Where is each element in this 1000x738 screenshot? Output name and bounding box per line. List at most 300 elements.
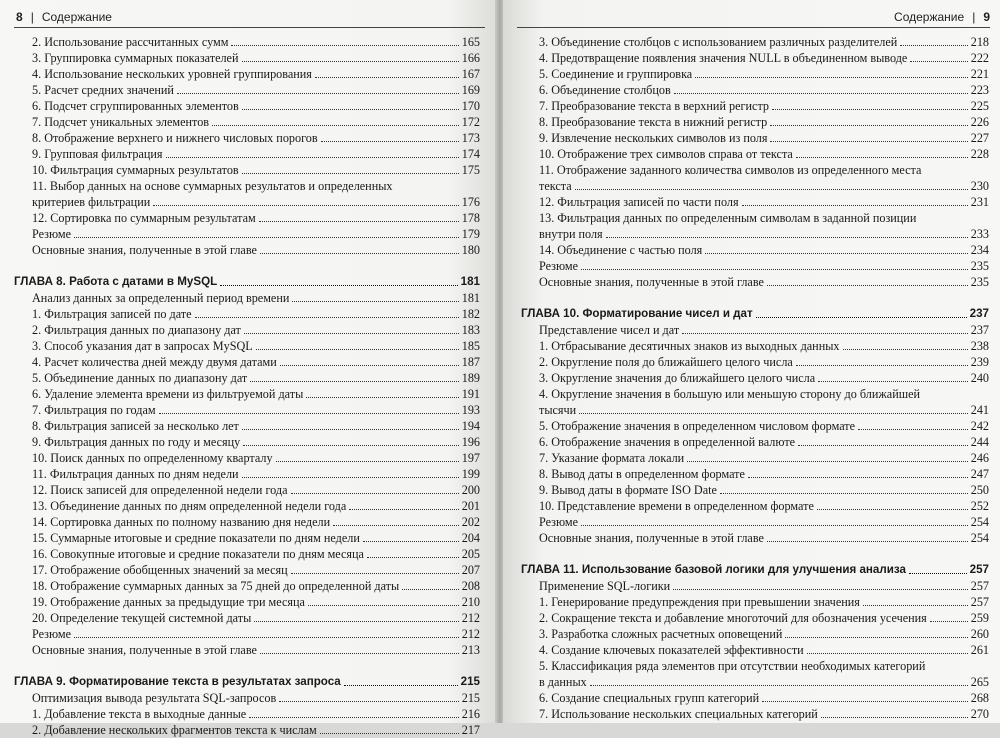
dot-leader <box>220 285 457 286</box>
dot-leader <box>195 317 459 318</box>
toc-page-number: 173 <box>461 131 480 145</box>
spacer <box>32 658 480 674</box>
toc-entry-text: 4. Предотвращение появления значения NULL в объединенном выводе <box>539 51 908 65</box>
toc-page-number: 178 <box>461 211 480 225</box>
dot-leader <box>291 573 459 574</box>
dot-leader <box>796 365 968 366</box>
toc-entry-text: Основные знания, полученные в этой главе <box>32 243 257 257</box>
toc-entry <box>32 402 480 418</box>
dot-leader <box>244 333 459 334</box>
toc-entry <box>32 386 480 402</box>
toc-entry <box>539 242 989 258</box>
dot-leader <box>720 493 968 494</box>
toc-entry <box>32 418 480 434</box>
header-rule <box>517 27 990 28</box>
toc-entry <box>539 258 989 274</box>
toc-entry-text: 4. Расчет количества дней между двумя датами <box>32 355 277 369</box>
dot-leader <box>276 461 459 462</box>
toc-entry-text: внутри поля <box>539 227 603 241</box>
toc-entry <box>539 594 989 610</box>
toc-page-number: 204 <box>461 531 480 545</box>
toc-page-number: 268 <box>970 691 989 705</box>
toc-entry <box>32 194 480 210</box>
toc-entry <box>32 338 480 354</box>
dot-leader <box>785 637 967 638</box>
dot-leader <box>581 269 968 270</box>
dot-leader <box>767 285 968 286</box>
toc-entry <box>539 146 989 162</box>
page-header <box>894 10 990 24</box>
toc-entry <box>539 322 989 338</box>
toc-entry-text: тысячи <box>539 403 577 417</box>
dot-leader <box>900 45 967 46</box>
dot-leader <box>159 413 459 414</box>
spacer <box>539 290 989 306</box>
toc-entry-text: 6. Отображение значения в определенной валюте <box>539 435 796 449</box>
toc-entry <box>32 626 480 642</box>
toc-entry <box>32 514 480 530</box>
toc-entry-text: 2. Использование рассчитанных сумм <box>32 35 229 49</box>
toc-entry-text: 7. Преобразование текста в верхний регистр <box>539 99 770 113</box>
header-rule <box>14 27 485 28</box>
toc-page-number: 234 <box>970 243 989 257</box>
toc-entry <box>32 722 480 738</box>
page-header <box>16 10 112 24</box>
toc-page-number: 242 <box>970 419 989 433</box>
toc-entry-text: 5. Соединение и группировка <box>539 67 693 81</box>
toc-entry <box>539 434 989 450</box>
toc-entry-text: 7. Использование нескольких специальных категорий <box>539 707 818 721</box>
toc-page-number: 200 <box>461 483 480 497</box>
toc-entry-text: Основные знания, полученные в этой главе <box>539 275 764 289</box>
toc-page-number: 202 <box>461 515 480 529</box>
dot-leader <box>166 157 459 158</box>
toc-entry <box>539 402 989 418</box>
chapter-title: ГЛАВА 11. Использование базовой логики для улучшения анализа <box>521 563 906 576</box>
toc-page-number: 196 <box>461 435 480 449</box>
toc-entry-text: 7. Подсчет уникальных элементов <box>32 115 210 129</box>
dot-leader <box>256 349 459 350</box>
toc-entry <box>539 706 989 722</box>
dot-leader <box>344 685 458 686</box>
toc-entry-text: 14. Объединение с частью поля <box>539 243 703 257</box>
chapter-heading <box>14 674 480 690</box>
toc-entry-text: 10. Фильтрация суммарных результатов <box>32 163 239 177</box>
chapter-title: ГЛАВА 10. Форматирование чисел и дат <box>521 307 753 320</box>
toc-page-number: 194 <box>461 419 480 433</box>
toc-page-number: 176 <box>461 195 480 209</box>
toc-entry <box>539 642 989 658</box>
toc-page-number: 270 <box>970 707 989 721</box>
dot-leader <box>349 509 458 510</box>
toc-page-number: 247 <box>970 467 989 481</box>
toc-entry <box>32 242 480 258</box>
toc-entry <box>539 514 989 530</box>
dot-leader <box>909 573 967 574</box>
toc-entry <box>539 578 989 594</box>
toc-entry <box>539 226 989 242</box>
dot-leader <box>242 173 459 174</box>
toc-entry <box>32 450 480 466</box>
toc-entry <box>539 194 989 210</box>
dot-leader <box>817 509 968 510</box>
page-number: 8 <box>16 10 23 24</box>
chapter-heading <box>521 306 989 322</box>
toc-page-number: 210 <box>461 595 480 609</box>
dot-leader <box>581 525 968 526</box>
header-separator: | <box>30 10 34 24</box>
toc-entry-text: Оптимизация вывода результата SQL-запросов <box>32 691 277 705</box>
toc-entry-text: 4. Округление значения в большую или меньшую сторону до ближайшей <box>539 387 921 401</box>
toc-entry <box>539 610 989 626</box>
toc-page-number: 223 <box>970 83 989 97</box>
dot-leader <box>798 445 968 446</box>
toc-entry-text: 10. Отображение трех символов справа от текста <box>539 147 793 161</box>
toc-entry-text: 13. Объединение данных по дням определенной недели года <box>32 499 347 513</box>
dot-leader <box>821 717 968 718</box>
chapter-title: ГЛАВА 8. Работа с датами в MySQL <box>14 275 218 288</box>
toc-entry-text: Резюме <box>539 515 579 529</box>
toc-entry <box>32 690 480 706</box>
header-separator: | <box>972 10 976 24</box>
toc-entry <box>539 66 989 82</box>
toc-page-number: 231 <box>970 195 989 209</box>
toc-page-number: 175 <box>461 163 480 177</box>
table-of-contents <box>521 34 989 722</box>
dot-leader <box>579 413 968 414</box>
dot-leader <box>818 381 968 382</box>
toc-entry <box>32 114 480 130</box>
toc-entry-text: 8. Преобразование текста в нижний регистр <box>539 115 768 129</box>
toc-page-number: 221 <box>970 67 989 81</box>
toc-entry-text: 2. Округление поля до ближайшего целого числа <box>539 355 793 369</box>
dot-leader <box>767 541 968 542</box>
toc-entry-text: 17. Отображение обобщенных значений за месяц <box>32 563 288 577</box>
toc-page-number: 199 <box>461 467 480 481</box>
toc-entry-text: 2. Фильтрация данных по диапазону дат <box>32 323 241 337</box>
dot-leader <box>280 365 459 366</box>
toc-page-number: 240 <box>970 371 989 385</box>
dot-leader <box>308 605 459 606</box>
toc-entry-text: 4. Использование нескольких уровней группирования <box>32 67 312 81</box>
dot-leader <box>590 685 968 686</box>
toc-entry <box>32 290 480 306</box>
dot-leader <box>292 301 458 302</box>
toc-entry <box>32 162 480 178</box>
toc-entry-text: 8. Фильтрация записей за несколько лет <box>32 419 239 433</box>
toc-page-number: 238 <box>970 339 989 353</box>
toc-entry-text: 6. Объединение столбцов <box>539 83 671 97</box>
toc-page-number: 183 <box>461 323 480 337</box>
toc-entry <box>32 146 480 162</box>
toc-entry-text: 16. Совокупные итоговые и средние показатели по дням месяца <box>32 547 364 561</box>
toc-entry-text: 3. Объединение столбцов с использованием различных разделителей <box>539 35 898 49</box>
toc-page-number: 215 <box>460 675 480 688</box>
toc-entry <box>32 706 480 722</box>
toc-page-number: 216 <box>461 707 480 721</box>
toc-entry-text: 1. Отбрасывание десятичных знаков из выходных данных <box>539 339 840 353</box>
toc-entry <box>32 578 480 594</box>
dot-leader <box>74 637 459 638</box>
toc-entry <box>539 34 989 50</box>
left-page <box>0 0 497 737</box>
toc-entry <box>32 482 480 498</box>
dot-leader <box>249 717 458 718</box>
toc-page-number: 260 <box>970 627 989 641</box>
dot-leader <box>682 333 968 334</box>
toc-entry-text: 12. Фильтрация записей по части поля <box>539 195 739 209</box>
toc-entry <box>32 34 480 50</box>
toc-page-number: 257 <box>970 579 989 593</box>
dot-leader <box>748 477 968 478</box>
toc-page-number: 179 <box>461 227 480 241</box>
page-number: 9 <box>983 10 990 24</box>
dot-leader <box>402 589 459 590</box>
toc-page-number: 182 <box>461 307 480 321</box>
toc-entry-text: 12. Поиск записей для определенной недели года <box>32 483 288 497</box>
dot-leader <box>770 141 967 142</box>
toc-entry-text: 19. Отображение данных за предыдущие три месяца <box>32 595 305 609</box>
toc-entry <box>539 690 989 706</box>
toc-entry-text: Основные знания, полученные в этой главе <box>539 531 764 545</box>
toc-entry-text: 8. Отображение верхнего и нижнего числовых порогов <box>32 131 318 145</box>
dot-leader <box>254 621 458 622</box>
toc-page-number: 189 <box>461 371 480 385</box>
dot-leader <box>242 109 459 110</box>
running-title: Содержание <box>41 10 112 24</box>
toc-entry <box>539 82 989 98</box>
dot-leader <box>333 525 459 526</box>
toc-page-number: 227 <box>970 131 989 145</box>
toc-entry-text: 9. Фильтрация данных по году и месяцу <box>32 435 241 449</box>
toc-entry-text: 6. Удаление элемента времени из фильтруемой даты <box>32 387 304 401</box>
toc-page-number: 181 <box>461 291 480 305</box>
toc-page-number: 225 <box>970 99 989 113</box>
dot-leader <box>687 461 968 462</box>
spacer <box>32 258 480 274</box>
toc-entry-text: текста <box>539 179 572 193</box>
dot-leader <box>321 141 459 142</box>
toc-entry <box>539 50 989 66</box>
toc-entry <box>539 338 989 354</box>
toc-entry <box>539 370 989 386</box>
toc-page-number: 222 <box>970 51 989 65</box>
toc-entry <box>32 66 480 82</box>
toc-entry-text: 9. Вывод даты в формате ISO Date <box>539 483 717 497</box>
toc-entry-text: Представление чисел и дат <box>539 323 680 337</box>
toc-page-number: 166 <box>461 51 480 65</box>
dot-leader <box>807 653 968 654</box>
toc-entry-text: 3. Округление значения до ближайшего целого числа <box>539 371 816 385</box>
toc-page-number: 193 <box>461 403 480 417</box>
toc-page-number: 235 <box>970 275 989 289</box>
toc-entry <box>32 530 480 546</box>
toc-page-number: 212 <box>461 627 480 641</box>
toc-entry <box>539 354 989 370</box>
dot-leader <box>315 77 459 78</box>
dot-leader <box>363 541 459 542</box>
toc-page-number: 237 <box>970 323 989 337</box>
toc-entry-text: 10. Представление времени в определенном формате <box>539 499 814 513</box>
toc-entry-text: 6. Подсчет сгруппированных элементов <box>32 99 239 113</box>
toc-entry-text: 5. Объединение данных по диапазону дат <box>32 371 248 385</box>
toc-page-number: 174 <box>461 147 480 161</box>
toc-page-number: 254 <box>970 531 989 545</box>
dot-leader <box>153 205 458 206</box>
toc-entry-text: 7. Фильтрация по годам <box>32 403 156 417</box>
dot-leader <box>770 125 968 126</box>
toc-page-number: 254 <box>970 515 989 529</box>
toc-entry <box>32 370 480 386</box>
toc-entry <box>32 466 480 482</box>
dot-leader <box>858 429 968 430</box>
toc-page-number: 246 <box>970 451 989 465</box>
toc-entry-text: 5. Отображение значения в определенном числовом формате <box>539 419 856 433</box>
toc-entry-text: 13. Фильтрация данных по определенным символам в заданной позиции <box>539 211 917 225</box>
dot-leader <box>243 445 458 446</box>
chapter-title: ГЛАВА 9. Форматирование текста в результатах запроса <box>14 675 341 688</box>
dot-leader <box>695 77 968 78</box>
toc-page-number: 230 <box>970 179 989 193</box>
toc-entry-text: в данных <box>539 675 587 689</box>
toc-page-number: 218 <box>970 35 989 49</box>
toc-page-number: 170 <box>461 99 480 113</box>
toc-page-number: 259 <box>970 611 989 625</box>
toc-entry <box>32 322 480 338</box>
toc-page-number: 244 <box>970 435 989 449</box>
toc-page-number: 215 <box>461 691 480 705</box>
toc-entry-text: 5. Расчет средних значений <box>32 83 174 97</box>
toc-entry <box>539 498 989 514</box>
toc-page-number: 208 <box>461 579 480 593</box>
toc-entry-text: Анализ данных за определенный период времени <box>32 291 290 305</box>
toc-entry <box>32 562 480 578</box>
toc-entry <box>539 178 989 194</box>
toc-entry <box>32 210 480 226</box>
dot-leader <box>762 701 968 702</box>
toc-entry <box>32 98 480 114</box>
toc-page-number: 197 <box>461 451 480 465</box>
toc-entry-text: 1. Добавление текста в выходные данные <box>32 707 247 721</box>
running-title: Содержание <box>894 10 965 24</box>
toc-entry-text: 6. Создание специальных групп категорий <box>539 691 760 705</box>
dot-leader <box>259 221 459 222</box>
toc-entry <box>32 226 480 242</box>
toc-page-number: 265 <box>970 675 989 689</box>
right-page <box>503 0 1000 723</box>
dot-leader <box>930 621 968 622</box>
toc-page-number: 165 <box>461 35 480 49</box>
toc-entry-text: 9. Извлечение нескольких символов из поля <box>539 131 768 145</box>
dot-leader <box>367 557 459 558</box>
dot-leader <box>843 349 968 350</box>
dot-leader <box>673 589 968 590</box>
toc-page-number: 250 <box>970 483 989 497</box>
toc-page-number: 205 <box>461 547 480 561</box>
toc-entry <box>539 674 989 690</box>
toc-page-number: 228 <box>970 147 989 161</box>
toc-page-number: 235 <box>970 259 989 273</box>
toc-entry <box>539 98 989 114</box>
toc-entry-text: критериев фильтрации <box>32 195 151 209</box>
dot-leader <box>863 605 968 606</box>
dot-leader <box>242 429 459 430</box>
toc-entry <box>539 418 989 434</box>
dot-leader <box>796 157 968 158</box>
toc-entry <box>539 130 989 146</box>
toc-page-number: 187 <box>461 355 480 369</box>
toc-entry <box>539 626 989 642</box>
toc-entry-text: 1. Фильтрация записей по дате <box>32 307 192 321</box>
toc-entry <box>32 82 480 98</box>
toc-page-number: 237 <box>969 307 989 320</box>
toc-entry-text: Резюме <box>32 227 72 241</box>
toc-entry-text: 3. Группировка суммарных показателей <box>32 51 239 65</box>
chapter-heading <box>521 562 989 578</box>
toc-entry <box>32 130 480 146</box>
toc-entry-text: Резюме <box>539 259 579 273</box>
dot-leader <box>772 109 968 110</box>
toc-page-number: 233 <box>970 227 989 241</box>
toc-page-number: 252 <box>970 499 989 513</box>
toc-entry <box>539 274 989 290</box>
toc-entry-text: 3. Разработка сложных расчетных оповещений <box>539 627 783 641</box>
toc-entry-text: 11. Выбор данных на основе суммарных результатов и определенных <box>32 179 393 193</box>
toc-entry <box>32 642 480 658</box>
toc-entry-text: Применение SQL-логики <box>539 579 671 593</box>
toc-page-number: 180 <box>461 243 480 257</box>
spacer <box>539 546 989 562</box>
dot-leader <box>291 493 459 494</box>
toc-entry-text: 2. Добавление нескольких фрагментов текста к числам <box>32 723 317 737</box>
toc-entry <box>32 434 480 450</box>
toc-entry-text: 3. Способ указания дат в запросах MySQL <box>32 339 253 353</box>
dot-leader <box>279 701 459 702</box>
dot-leader <box>306 397 458 398</box>
toc-entry-text: Резюме <box>32 627 72 641</box>
dot-leader <box>742 205 968 206</box>
toc-entry-text: 10. Поиск данных по определенному кварталу <box>32 451 273 465</box>
toc-entry-text: 11. Фильтрация данных по дням недели <box>32 467 239 481</box>
toc-page-number: 241 <box>970 403 989 417</box>
toc-page-number: 212 <box>461 611 480 625</box>
dot-leader <box>260 253 459 254</box>
toc-page-number: 213 <box>461 643 480 657</box>
toc-page-number: 261 <box>970 643 989 657</box>
toc-page-number: 226 <box>970 115 989 129</box>
toc-entry-text: 15. Суммарные итоговые и средние показатели по дням недели <box>32 531 360 545</box>
toc-entry <box>539 482 989 498</box>
toc-page-number: 207 <box>461 563 480 577</box>
toc-page-number: 217 <box>461 723 480 737</box>
toc-entry-text: 2. Сокращение текста и добавление многоточий для обозначения усечения <box>539 611 927 625</box>
toc-entry-text: 14. Сортировка данных по полному названию дня недели <box>32 515 331 529</box>
toc-page-number: 185 <box>461 339 480 353</box>
dot-leader <box>910 61 967 62</box>
dot-leader <box>212 125 459 126</box>
toc-entry-text: 1. Генерирование предупреждения при превышении значения <box>539 595 860 609</box>
toc-entry <box>539 114 989 130</box>
toc-entry-text: 5. Классификация ряда элементов при отсутствии необходимых категорий <box>539 659 926 673</box>
toc-entry <box>32 498 480 514</box>
toc-entry <box>539 530 989 546</box>
dot-leader <box>250 381 458 382</box>
dot-leader <box>756 317 967 318</box>
toc-entry <box>32 610 480 626</box>
dot-leader <box>260 653 459 654</box>
toc-entry <box>539 466 989 482</box>
toc-entry-text: 20. Определение текущей системной даты <box>32 611 252 625</box>
